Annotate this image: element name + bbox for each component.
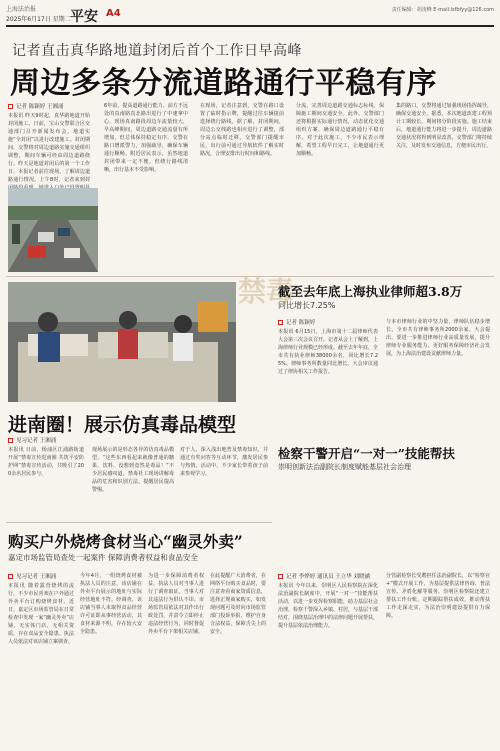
stats-col-1: 本报讯 6月15日，上海市第十二届律师代表大会第三次会议召开。记者从会上了解到，上海律师行业规模已经形成。截至去年年底，全市共有执业律师38000余名，同比增长7.25%。律师事务所数量同比增长。大会审议通过了律协相关工作报告。 bbox=[278, 329, 379, 375]
bbq-byline-text: 见习记者 王湘涌 bbox=[16, 574, 57, 580]
exhibit-photo-image bbox=[8, 282, 236, 402]
lead-kicker: 记者直击真华路地道封闭后首个工作日早高峰 bbox=[12, 43, 302, 59]
bbq-col-1: 本报讯 随着露营烧烤的流行，不少市民喜欢在户外通过外卖平台订购烧烤食材。近日，嘉定区市场监管局在日常检查中发现一家“幽灵外卖”店铺，无实体门店，无相关资质，存在食品安全隐患。执法人员依法对该店铺立案调查。 bbox=[8, 583, 74, 645]
editor-line: 责任编辑：胡凌峰 E-mail:lsfbfyy@126.com bbox=[391, 7, 494, 13]
drug-byline-text: 见习记者 王湘涌 bbox=[16, 438, 57, 444]
section-divider-2 bbox=[6, 522, 272, 523]
drug-col-3: 对于人，深入浅出地普及禁毒知识，并通过有奖问答等互动环节，激发居民参与热情。活动中，不少家长带着孩子前来参观学习。 bbox=[180, 447, 268, 477]
bbq-subhead: 嘉定市场监管局查处一起案件 保障消费者权益和食品安全 bbox=[8, 553, 198, 562]
bbq-headline: 购买户外烧烤食材当心“幽灵外卖” bbox=[8, 532, 243, 551]
stats-subhead: 同比增长7.25% bbox=[278, 301, 336, 310]
bbq-col-4: 在此提醒广大消费者，在网络平台购买食品时，要注意查看商家资质信息，选择正规商家购买，如发现问题可及时向市场监管部门投诉举报，维护自身合法权益，保障舌尖上的安全。 bbox=[210, 573, 266, 635]
section-name: 平安 bbox=[70, 9, 98, 25]
lead-col-2: 6年前，提高道路通行能力。前方不远处的真南路真北路出进行了中速拿中心，现场真南路段周边车流量较大，早高峰期间，周边道路交通流量有所增加，但总体保持稳定有序。交警在路口增派警力，加强疏导，确保车辆通行顺畅。附近居民表示，虽然地道封闭带来一定不便，但绕行路线清晰，出行基本不受影响。 bbox=[104, 103, 188, 173]
page-number: A4 bbox=[106, 8, 121, 19]
drug-col-2: 现场展示的是形态各异的仿真毒品模型，“这些东西看起来就像普通的糖果、饮料，没想到竟然是毒品！”不少居民感叹道。禁毒社工现场讲解毒品的危害和识别方法，提醒居民提高警惕。 bbox=[92, 447, 174, 493]
drug-headline: 进南圈！展示仿真毒品模型 bbox=[8, 414, 237, 436]
stamp-label: 禁毒 bbox=[238, 275, 295, 308]
lead-headline: 周边多条分流道路通行平稳有序 bbox=[10, 66, 437, 101]
prosecutor-col-2: 分管副检察长受聘担任法治副院长，以“检察官+”模式开展工作，为基层提供法律咨询、普法宣传、矛盾化解等服务。崇明区检察院还建立帮扶工作台账，定期跟踪帮扶成效，推动帮扶工作走深走实，为法治崇明建设提供有力保障。 bbox=[386, 573, 490, 619]
prosecutor-subhead: 崇明创新法治副院长制度赋能基层社会治理 bbox=[278, 463, 411, 471]
stats-headline: 截至去年底上海执业律师超3.8万 bbox=[278, 284, 463, 299]
lead-col-1: 本报讯 昨天9时起，真华路地道开始封闭施工。日前，宝山交警联合区交通部门召开新闻发布会，地道实施“全封闭”以进行改建施工。封闭期间，交警将对周边道路实施交通组织调整，期间车辆可经由周边道路绕行。昨天是地道封闭后的第一个工作日，本报记者前往现场，了解周边道路通行情况。上午8时，记者来到封 bbox=[8, 113, 90, 183]
drug-col-1: 本报讯 日前，杨浦区江浦路街道开展“禁毒宣传进南圈 共筑平安防护网”禁毒宣传活动，共吸引了200余名居民参与。 bbox=[8, 447, 84, 477]
stats-byline-text: 记者 陈颖婷 bbox=[286, 320, 316, 326]
lead-col-3: 在现场，记者注意到，交警在路口设置了临时指示牌，提醒过往车辆提前选择绕行路线。据了解，封闭期间，周边公交线路也相应进行了调整，部分站点临时迁移。交警部门提醒市民，出行前可通过导航软件了解实时路况，合理安排出行时间和路线。 bbox=[200, 103, 284, 157]
stats-col-2: 与本市律师行业的中坚力量，律师队伍稳步增长，全市共有律师事务所2000余家。大会提出，要进一步推进律师行业高质量发展，提升律师专业服务能力，更好服务保障经济社会发展，为上海法治建设贡献律师力量。 bbox=[386, 319, 490, 357]
prosecutor-headline: 检察干警开启“一对一”技能帮扶 bbox=[278, 446, 455, 461]
byline-marker-icon bbox=[8, 438, 13, 443]
lead-col-5: 集的路口，交警将通过加强现场指挥疏导，确保交通安全。据悉，本次地道改建工程预计工期较长，期间将分阶段实施。施工结束后，地道通行能力将进一步提升，周边道路交通状况将得到明显改善。交警部门将持续关注，及时发布交通信息，方便市民出行。 bbox=[396, 103, 492, 149]
bbq-col-2: 今年4月，一组烧烤食材被执法人员的注意，该店铺在外卖平台展示的地址与实际经营地址不符。经调查，该店铺当事人未取得食品经营许可证即从事经营活动，其食材来源不明，存在较大安全隐患。 bbox=[80, 573, 142, 635]
masthead-rule bbox=[6, 25, 494, 27]
byline-marker-icon bbox=[8, 104, 13, 109]
bbq-col-3: 为进一步保障消费者权益，执法人员对当事人进行了调查取证。当事人对其违法行为供认不讳。市场监管局依法对其作出行政处罚，并责令立即停止违法经营行为，同时督促外卖平台下架相关店铺。 bbox=[148, 573, 204, 635]
drug-byline bbox=[8, 436, 56, 444]
byline-marker-icon bbox=[278, 320, 283, 325]
drug-exhibit-photo bbox=[8, 282, 236, 402]
prosecutor-col-1: 本报讯 今年以来，崇明区人民检察院在深化法治副院长制度中，开展“一对一”技能帮扶活动，以进一步发挥检察职能，助力基层社会治理。检察干警深入乡镇、村居，与基层干部结对，围绕基层治理中的法律问题开展帮扶，提升基层依法治理能力。 bbox=[278, 583, 379, 629]
lead-byline-text: 记者 陈颖婷 王湘涌 bbox=[16, 104, 64, 110]
byline-marker-icon bbox=[8, 574, 13, 579]
paper-name: 上海法治报 bbox=[6, 6, 37, 13]
prosecutor-byline bbox=[278, 572, 370, 580]
lead-byline bbox=[8, 102, 64, 110]
prosecutor-byline-text: 记者 李烨婷 通讯员 王立华 刘晓涵 bbox=[286, 574, 370, 580]
issue-date: 2025年6月17日 星期二 bbox=[6, 16, 71, 23]
stats-byline bbox=[278, 318, 315, 326]
lead-photo bbox=[8, 188, 98, 272]
traffic-photo-image bbox=[8, 188, 98, 272]
bbq-byline bbox=[8, 572, 56, 580]
masthead bbox=[6, 4, 494, 26]
byline-marker-icon bbox=[278, 574, 283, 579]
lead-col-4: 分流，完善周边道路交通标志标线，保障施工期间交通安全。此外，交警部门还将根据实际通行情况，动态优化交通组织方案，确保周边道路通行平稳有序。对于此次施工，不少市民表示理解，希望工程早日完工，让地道通行更加顺畅。 bbox=[296, 103, 384, 157]
